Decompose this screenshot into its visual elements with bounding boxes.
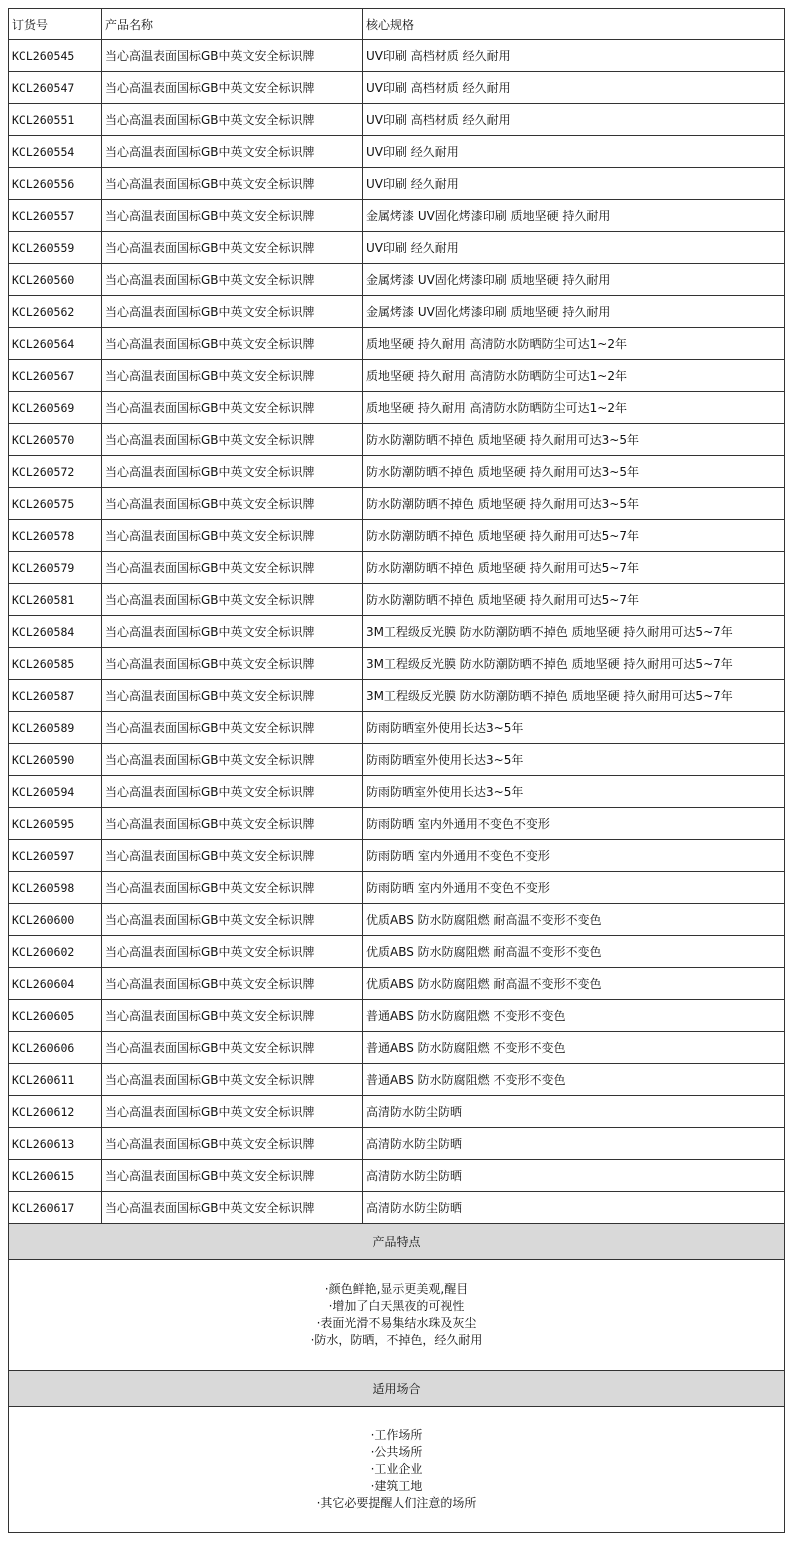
product-name-cell: 当心高温表面国标GB中英文安全标识牌: [102, 872, 363, 904]
core-spec-cell: 防水防潮防晒不掉色 质地坚硬 持久耐用可达3~5年: [363, 456, 785, 488]
order-no-cell: KCL260569: [9, 392, 102, 424]
table-row: [9, 1160, 785, 1192]
core-spec-cell: 金属烤漆 UV固化烤漆印刷 质地坚硬 持久耐用: [363, 296, 785, 328]
order-no-cell: KCL260597: [9, 840, 102, 872]
order-no-cell: KCL260602: [9, 936, 102, 968]
core-spec-cell: 防水防潮防晒不掉色 质地坚硬 持久耐用可达3~5年: [363, 424, 785, 456]
core-spec-cell: 质地坚硬 持久耐用 高清防水防晒防尘可达1~2年: [363, 360, 785, 392]
features-title: 产品特点: [9, 1224, 785, 1260]
core-spec-cell: 金属烤漆 UV固化烤漆印刷 质地坚硬 持久耐用: [363, 264, 785, 296]
product-name-cell: 当心高温表面国标GB中英文安全标识牌: [102, 360, 363, 392]
table-row: [9, 1000, 785, 1032]
applications-item: ·其它必要提醒人们注意的场所: [316, 1496, 477, 1510]
product-name-cell: 当心高温表面国标GB中英文安全标识牌: [102, 104, 363, 136]
product-name-cell: 当心高温表面国标GB中英文安全标识牌: [102, 1096, 363, 1128]
product-name-cell: 当心高温表面国标GB中英文安全标识牌: [102, 136, 363, 168]
product-name-cell: 当心高温表面国标GB中英文安全标识牌: [102, 840, 363, 872]
table-row: [9, 936, 785, 968]
table-row: [9, 168, 785, 200]
product-name-cell: 当心高温表面国标GB中英文安全标识牌: [102, 1064, 363, 1096]
order-no-cell: KCL260579: [9, 552, 102, 584]
applications-header-row: [9, 1371, 785, 1407]
product-name-cell: 当心高温表面国标GB中英文安全标识牌: [102, 40, 363, 72]
core-spec-cell: 优质ABS 防水防腐阻燃 耐高温不变形不变色: [363, 936, 785, 968]
product-name-cell: 当心高温表面国标GB中英文安全标识牌: [102, 616, 363, 648]
core-spec-cell: 质地坚硬 持久耐用 高清防水防晒防尘可达1~2年: [363, 328, 785, 360]
core-spec-cell: 高清防水防尘防晒: [363, 1192, 785, 1224]
table-row: [9, 872, 785, 904]
order-no-cell: KCL260585: [9, 648, 102, 680]
table-row: [9, 488, 785, 520]
order-no-cell: KCL260617: [9, 1192, 102, 1224]
order-no-cell: KCL260564: [9, 328, 102, 360]
product-name-cell: 当心高温表面国标GB中英文安全标识牌: [102, 808, 363, 840]
applications-list: [9, 1407, 785, 1533]
product-name-cell: 当心高温表面国标GB中英文安全标识牌: [102, 1128, 363, 1160]
product-name-cell: 当心高温表面国标GB中英文安全标识牌: [102, 328, 363, 360]
applications-item: ·工作场所: [370, 1428, 423, 1442]
features-body-row: [9, 1260, 785, 1371]
product-name-cell: 当心高温表面国标GB中英文安全标识牌: [102, 424, 363, 456]
order-no-cell: KCL260572: [9, 456, 102, 488]
order-no-cell: KCL260551: [9, 104, 102, 136]
product-name-cell: 当心高温表面国标GB中英文安全标识牌: [102, 392, 363, 424]
table-row: [9, 904, 785, 936]
table-row: [9, 808, 785, 840]
table-body: [9, 9, 785, 1533]
product-name-cell: 当心高温表面国标GB中英文安全标识牌: [102, 456, 363, 488]
core-spec-cell: 防雨防晒室外使用长达3~5年: [363, 744, 785, 776]
core-spec-cell: 普通ABS 防水防腐阻燃 不变形不变色: [363, 1032, 785, 1064]
order-no-cell: KCL260612: [9, 1096, 102, 1128]
core-spec-cell: 3M工程级反光膜 防水防潮防晒不掉色 质地坚硬 持久耐用可达5~7年: [363, 648, 785, 680]
table-row: [9, 200, 785, 232]
table-row: [9, 552, 785, 584]
order-no-cell: KCL260584: [9, 616, 102, 648]
table-row: [9, 840, 785, 872]
header-product-name: 产品名称: [102, 9, 363, 40]
table-row: [9, 456, 785, 488]
table-row: [9, 296, 785, 328]
core-spec-cell: 普通ABS 防水防腐阻燃 不变形不变色: [363, 1000, 785, 1032]
order-no-cell: KCL260613: [9, 1128, 102, 1160]
product-name-cell: 当心高温表面国标GB中英文安全标识牌: [102, 648, 363, 680]
table-row: [9, 616, 785, 648]
core-spec-cell: 优质ABS 防水防腐阻燃 耐高温不变形不变色: [363, 904, 785, 936]
product-name-cell: 当心高温表面国标GB中英文安全标识牌: [102, 968, 363, 1000]
table-row: [9, 520, 785, 552]
product-name-cell: 当心高温表面国标GB中英文安全标识牌: [102, 200, 363, 232]
product-name-cell: 当心高温表面国标GB中英文安全标识牌: [102, 488, 363, 520]
header-core-spec: 核心规格: [363, 9, 785, 40]
product-name-cell: 当心高温表面国标GB中英文安全标识牌: [102, 232, 363, 264]
table-row: [9, 1096, 785, 1128]
core-spec-cell: UV印刷 高档材质 经久耐用: [363, 104, 785, 136]
table-row: [9, 136, 785, 168]
header-order-no: 订货号: [9, 9, 102, 40]
table-row: [9, 776, 785, 808]
table-row: [9, 712, 785, 744]
order-no-cell: KCL260604: [9, 968, 102, 1000]
applications-body-row: [9, 1407, 785, 1533]
product-name-cell: 当心高温表面国标GB中英文安全标识牌: [102, 904, 363, 936]
order-no-cell: KCL260545: [9, 40, 102, 72]
core-spec-cell: 防雨防晒室外使用长达3~5年: [363, 776, 785, 808]
core-spec-cell: 优质ABS 防水防腐阻燃 耐高温不变形不变色: [363, 968, 785, 1000]
core-spec-cell: UV印刷 经久耐用: [363, 232, 785, 264]
core-spec-cell: 质地坚硬 持久耐用 高清防水防晒防尘可达1~2年: [363, 392, 785, 424]
product-name-cell: 当心高温表面国标GB中英文安全标识牌: [102, 72, 363, 104]
table-row: [9, 1128, 785, 1160]
table-row: [9, 424, 785, 456]
table-row: [9, 40, 785, 72]
table-row: [9, 584, 785, 616]
order-no-cell: KCL260606: [9, 1032, 102, 1064]
core-spec-cell: 防水防潮防晒不掉色 质地坚硬 持久耐用可达5~7年: [363, 552, 785, 584]
core-spec-cell: 金属烤漆 UV固化烤漆印刷 质地坚硬 持久耐用: [363, 200, 785, 232]
core-spec-cell: 防雨防晒 室内外通用不变色不变形: [363, 872, 785, 904]
order-no-cell: KCL260594: [9, 776, 102, 808]
core-spec-cell: 3M工程级反光膜 防水防潮防晒不掉色 质地坚硬 持久耐用可达5~7年: [363, 616, 785, 648]
core-spec-cell: 防水防潮防晒不掉色 质地坚硬 持久耐用可达3~5年: [363, 488, 785, 520]
order-no-cell: KCL260559: [9, 232, 102, 264]
product-name-cell: 当心高温表面国标GB中英文安全标识牌: [102, 680, 363, 712]
features-list: [9, 1260, 785, 1371]
core-spec-cell: 防雨防晒 室内外通用不变色不变形: [363, 840, 785, 872]
table-row: [9, 360, 785, 392]
table-row: [9, 328, 785, 360]
core-spec-cell: 高清防水防尘防晒: [363, 1160, 785, 1192]
order-no-cell: KCL260615: [9, 1160, 102, 1192]
product-name-cell: 当心高温表面国标GB中英文安全标识牌: [102, 744, 363, 776]
product-name-cell: 当心高温表面国标GB中英文安全标识牌: [102, 712, 363, 744]
order-no-cell: KCL260590: [9, 744, 102, 776]
table-row: [9, 680, 785, 712]
order-no-cell: KCL260605: [9, 1000, 102, 1032]
core-spec-cell: 防水防潮防晒不掉色 质地坚硬 持久耐用可达5~7年: [363, 520, 785, 552]
table-row: [9, 72, 785, 104]
core-spec-cell: 高清防水防尘防晒: [363, 1096, 785, 1128]
order-no-cell: KCL260560: [9, 264, 102, 296]
order-no-cell: KCL260600: [9, 904, 102, 936]
features-item: ·颜色鲜艳,显示更美观,醒目: [324, 1282, 469, 1296]
order-no-cell: KCL260587: [9, 680, 102, 712]
table-row: [9, 744, 785, 776]
applications-item: ·工业企业: [370, 1462, 423, 1476]
core-spec-cell: UV印刷 经久耐用: [363, 168, 785, 200]
product-name-cell: 当心高温表面国标GB中英文安全标识牌: [102, 520, 363, 552]
core-spec-cell: UV印刷 经久耐用: [363, 136, 785, 168]
core-spec-cell: UV印刷 高档材质 经久耐用: [363, 40, 785, 72]
order-no-cell: KCL260547: [9, 72, 102, 104]
table-row: [9, 968, 785, 1000]
product-name-cell: 当心高温表面国标GB中英文安全标识牌: [102, 584, 363, 616]
product-name-cell: 当心高温表面国标GB中英文安全标识牌: [102, 1192, 363, 1224]
order-no-cell: KCL260570: [9, 424, 102, 456]
product-name-cell: 当心高温表面国标GB中英文安全标识牌: [102, 776, 363, 808]
features-item: ·增加了白天黑夜的可视性: [328, 1299, 465, 1313]
applications-item: ·建筑工地: [370, 1479, 423, 1493]
product-name-cell: 当心高温表面国标GB中英文安全标识牌: [102, 1032, 363, 1064]
core-spec-cell: 防水防潮防晒不掉色 质地坚硬 持久耐用可达5~7年: [363, 584, 785, 616]
order-no-cell: KCL260595: [9, 808, 102, 840]
table-row: [9, 1032, 785, 1064]
core-spec-cell: UV印刷 高档材质 经久耐用: [363, 72, 785, 104]
order-no-cell: KCL260589: [9, 712, 102, 744]
core-spec-cell: 高清防水防尘防晒: [363, 1128, 785, 1160]
product-name-cell: 当心高温表面国标GB中英文安全标识牌: [102, 296, 363, 328]
table-row: [9, 648, 785, 680]
features-header-row: [9, 1224, 785, 1260]
core-spec-cell: 防雨防晒 室内外通用不变色不变形: [363, 808, 785, 840]
product-spec-table: [8, 8, 785, 1533]
order-no-cell: KCL260554: [9, 136, 102, 168]
order-no-cell: KCL260578: [9, 520, 102, 552]
order-no-cell: KCL260562: [9, 296, 102, 328]
product-name-cell: 当心高温表面国标GB中英文安全标识牌: [102, 264, 363, 296]
order-no-cell: KCL260567: [9, 360, 102, 392]
header-row: [9, 9, 785, 40]
order-no-cell: KCL260557: [9, 200, 102, 232]
core-spec-cell: 普通ABS 防水防腐阻燃 不变形不变色: [363, 1064, 785, 1096]
features-item: ·防水，防晒，不掉色，经久耐用: [310, 1333, 483, 1347]
table-row: [9, 1064, 785, 1096]
table-row: [9, 104, 785, 136]
core-spec-cell: 防雨防晒室外使用长达3~5年: [363, 712, 785, 744]
core-spec-cell: 3M工程级反光膜 防水防潮防晒不掉色 质地坚硬 持久耐用可达5~7年: [363, 680, 785, 712]
product-name-cell: 当心高温表面国标GB中英文安全标识牌: [102, 552, 363, 584]
order-no-cell: KCL260575: [9, 488, 102, 520]
product-name-cell: 当心高温表面国标GB中英文安全标识牌: [102, 936, 363, 968]
product-name-cell: 当心高温表面国标GB中英文安全标识牌: [102, 1000, 363, 1032]
order-no-cell: KCL260598: [9, 872, 102, 904]
product-name-cell: 当心高温表面国标GB中英文安全标识牌: [102, 168, 363, 200]
features-item: ·表面光滑不易集结水珠及灰尘: [316, 1316, 477, 1330]
order-no-cell: KCL260581: [9, 584, 102, 616]
table-row: [9, 1192, 785, 1224]
order-no-cell: KCL260556: [9, 168, 102, 200]
product-name-cell: 当心高温表面国标GB中英文安全标识牌: [102, 1160, 363, 1192]
table-row: [9, 392, 785, 424]
applications-title: 适用场合: [9, 1371, 785, 1407]
table-row: [9, 264, 785, 296]
order-no-cell: KCL260611: [9, 1064, 102, 1096]
applications-item: ·公共场所: [370, 1445, 423, 1459]
table-row: [9, 232, 785, 264]
